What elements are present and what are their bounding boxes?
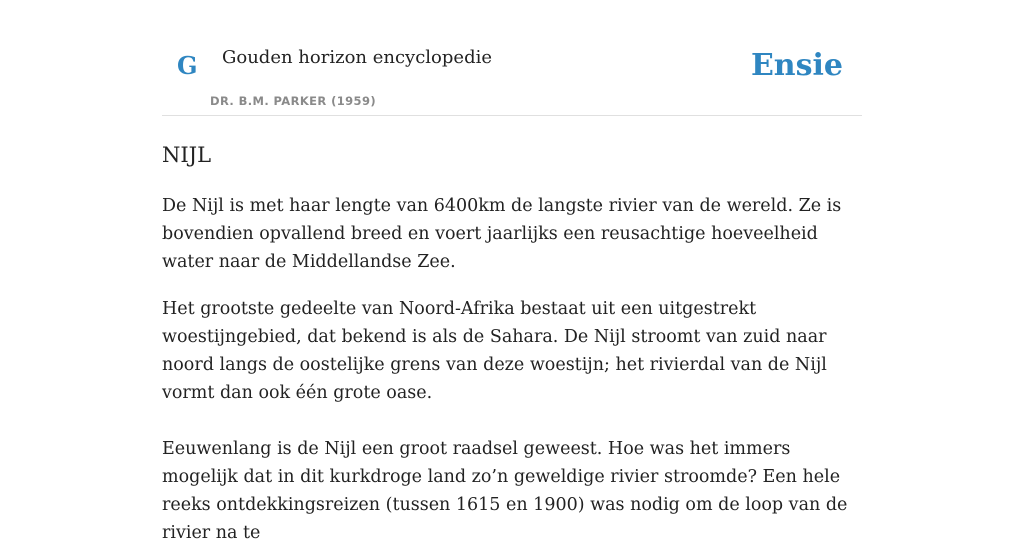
entry-paragraph: De Nijl is met haar lengte van 6400km de langste rivier van de wereld. Ze is bovendien opvallend breed en voert jaarlijks een reusachtige hoeveelheid water naar de Middellandse Zee. (162, 196, 842, 272)
entry-paragraph: Het grootste gedeelte van Noord-Afrika bestaat uit een uitgestrekt woestijngebied, dat bekend is als de Sahara. De Nijl stroomt van zuid naar noord langs de oostelijke grens van deze woestijn; het rivierdal van de Nijl vormt dan ook één grote oase. (162, 299, 827, 403)
page (162, 0, 862, 543)
entry-title: NIJL (162, 143, 212, 167)
entry-body (162, 192, 862, 547)
book-title[interactable]: Gouden horizon encyclopedie (222, 47, 492, 68)
entry-paragraph: Eeuwenlang is de Nijl een groot raadsel geweest. Hoe was het immers mogelijk dat in dit kurkdroge land zo’n geweldige rivier stroomde? Een hele reeks ontdekkingsreizen (tussen 1615 en 1900) was nodig om de loop van de rivier na te (162, 439, 848, 543)
ensie-logo[interactable]: Ensie (750, 48, 843, 83)
header (162, 0, 862, 116)
book-author: DR. B.M. PARKER (1959) (210, 94, 377, 108)
book-logo[interactable]: G (177, 51, 198, 80)
